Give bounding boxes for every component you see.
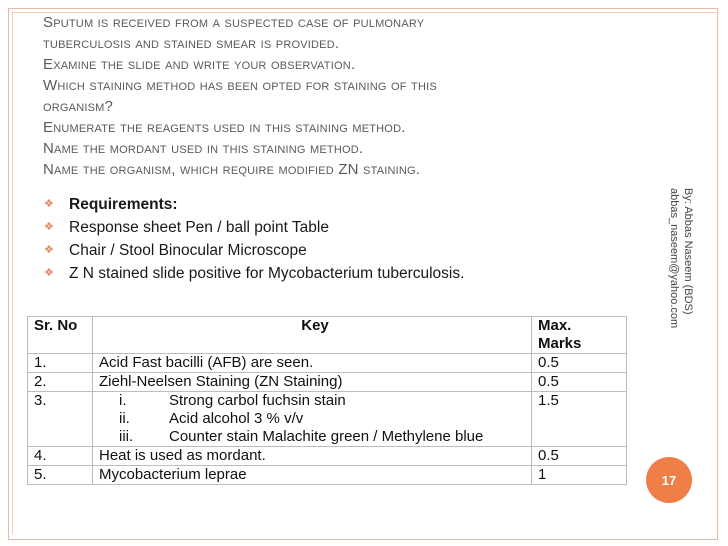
table-row <box>28 466 627 485</box>
cell-marks: 1.5 <box>532 392 627 447</box>
cell-key: Ziehl-Neelsen Staining (ZN Staining) <box>93 373 532 392</box>
cell-sr: 2. <box>28 373 93 392</box>
bullet-icon: ❖ <box>44 198 54 210</box>
title-line: Which staining method has been opted for staining of this <box>43 77 437 94</box>
reagent-number: ii. <box>119 410 130 427</box>
reagent-item <box>99 410 531 428</box>
reagent-item <box>99 392 531 410</box>
bullet-text: Chair / Stool Binocular Microscope <box>69 242 307 259</box>
header-max-marks <box>532 317 627 354</box>
cell-key <box>93 392 532 447</box>
table-row <box>28 373 627 392</box>
bullet-text: Z N stained slide positive for Mycobacterium tuberculosis. <box>69 265 465 282</box>
bullet-item <box>44 193 464 216</box>
title-line: tuberculosis and stained smear is provided. <box>43 35 340 52</box>
cell-key: Mycobacterium leprae <box>93 466 532 485</box>
cell-marks: 1 <box>532 466 627 485</box>
bullet-list <box>44 193 464 285</box>
header-key: Key <box>93 317 532 354</box>
cell-sr: 1. <box>28 354 93 373</box>
bullet-item <box>44 239 464 262</box>
header-sr-no: Sr. No <box>28 317 93 354</box>
reagent-text: Acid alcohol 3 % v/v <box>169 410 304 427</box>
bullet-item <box>44 216 464 239</box>
page-number-badge: 17 <box>646 457 692 503</box>
table-row <box>28 392 627 447</box>
answer-key-table <box>27 316 627 485</box>
cell-key: Heat is used as mordant. <box>93 447 532 466</box>
author-email: abbas_naseem@yahoo.com <box>668 188 680 329</box>
cell-marks: 0.5 <box>532 373 627 392</box>
reagent-number: iii. <box>119 428 134 445</box>
bullet-icon: ❖ <box>44 267 54 279</box>
author-name: By: Abbas Naseem (BDS) <box>682 188 694 315</box>
reagent-number: i. <box>119 392 127 409</box>
title-line: Name the mordant used in this staining method. <box>43 140 364 157</box>
title-line: Examine the slide and write your observation. <box>43 56 356 73</box>
author-sidebar <box>660 188 700 358</box>
bullet-icon: ❖ <box>44 244 54 256</box>
cell-sr: 4. <box>28 447 93 466</box>
header-marks-line1: Max. <box>538 317 572 334</box>
cell-marks: 0.5 <box>532 447 627 466</box>
bullet-text: Requirements: <box>69 196 178 213</box>
cell-sr: 5. <box>28 466 93 485</box>
header-marks-line2: Marks <box>538 335 582 352</box>
title-line: organism? <box>43 98 114 115</box>
reagent-text: Counter stain Malachite green / Methylene blue <box>169 428 484 445</box>
slide-title <box>43 12 603 180</box>
cell-marks: 0.5 <box>532 354 627 373</box>
cell-key: Acid Fast bacilli (AFB) are seen. <box>93 354 532 373</box>
bullet-item <box>44 262 464 285</box>
table-row <box>28 447 627 466</box>
title-line: Name the organism, which require modified ZN staining. <box>43 161 421 178</box>
table-row <box>28 354 627 373</box>
bullet-text: Response sheet Pen / ball point Table <box>69 219 329 236</box>
cell-sr: 3. <box>28 392 93 447</box>
reagent-item <box>99 428 531 446</box>
title-line: Sputum is received from a suspected case of pulmonary <box>43 14 425 31</box>
reagent-text: Strong carbol fuchsin stain <box>169 392 346 409</box>
title-line: Enumerate the reagents used in this staining method. <box>43 119 406 136</box>
bullet-icon: ❖ <box>44 221 54 233</box>
table-header-row <box>28 317 627 354</box>
